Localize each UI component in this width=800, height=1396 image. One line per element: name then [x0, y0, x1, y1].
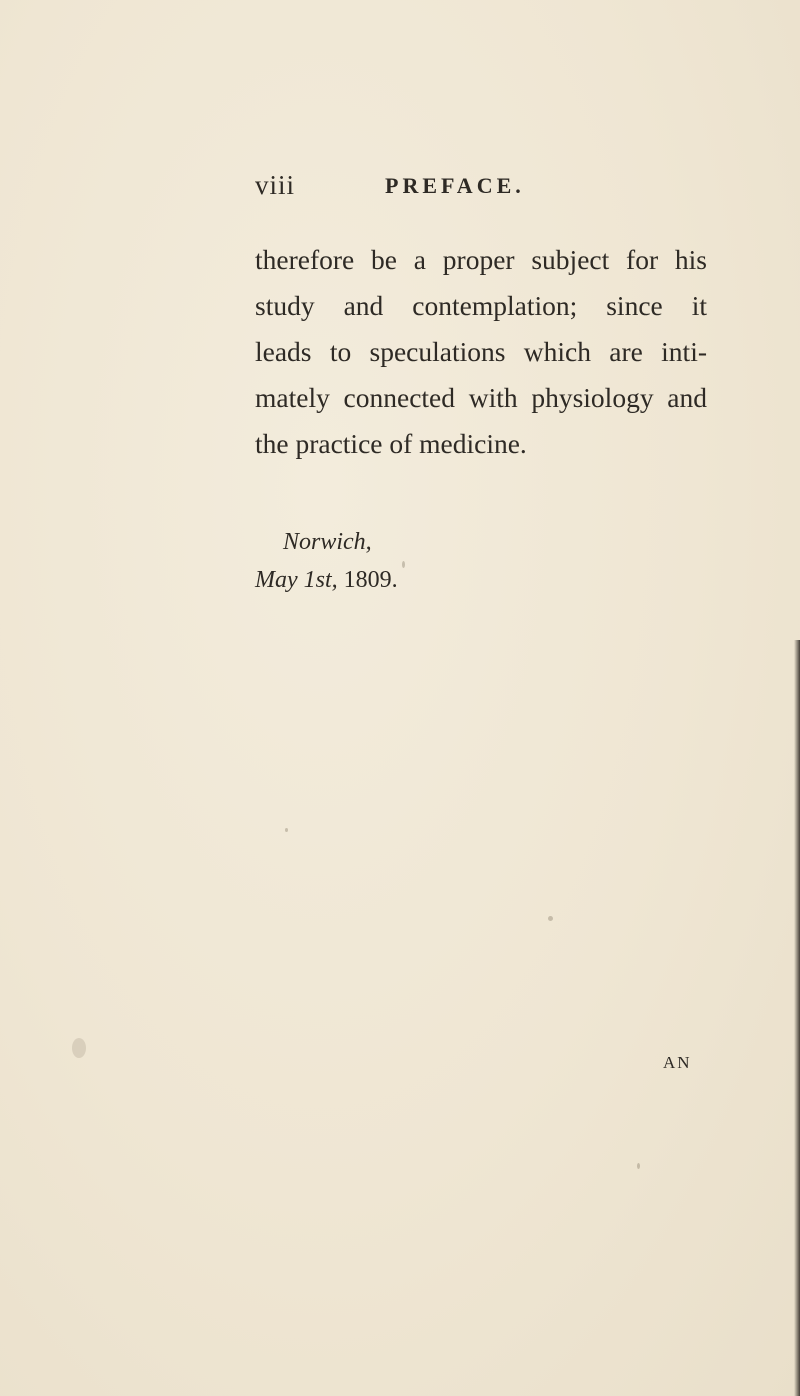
page-number: viii — [255, 170, 296, 200]
paper-speck — [72, 1038, 86, 1058]
date-day: 1st, — [303, 567, 338, 593]
text-line: mately connected with physiology and — [255, 382, 707, 413]
date-year: 1809. — [343, 567, 398, 593]
signature-place: Norwich, — [283, 529, 372, 555]
text-line: the practice of medicine. — [255, 428, 527, 459]
paper-speck — [285, 828, 288, 832]
paper-speck — [637, 1163, 640, 1169]
date-month: May — [255, 567, 298, 593]
paper-speck — [548, 916, 553, 921]
body-paragraph — [255, 237, 707, 467]
text-line: leads to speculations which are inti- — [255, 336, 707, 367]
paper-speck — [402, 561, 405, 568]
running-head: PREFACE. — [385, 173, 525, 198]
signature-block — [255, 523, 555, 599]
page-edge-shadow — [794, 640, 800, 1396]
text-line: therefore be a proper subject for his — [255, 244, 707, 275]
text-line: study and contemplation; since it — [255, 290, 707, 321]
page-header — [255, 170, 585, 210]
signature-date — [255, 561, 555, 599]
catchword: AN — [663, 1053, 692, 1072]
